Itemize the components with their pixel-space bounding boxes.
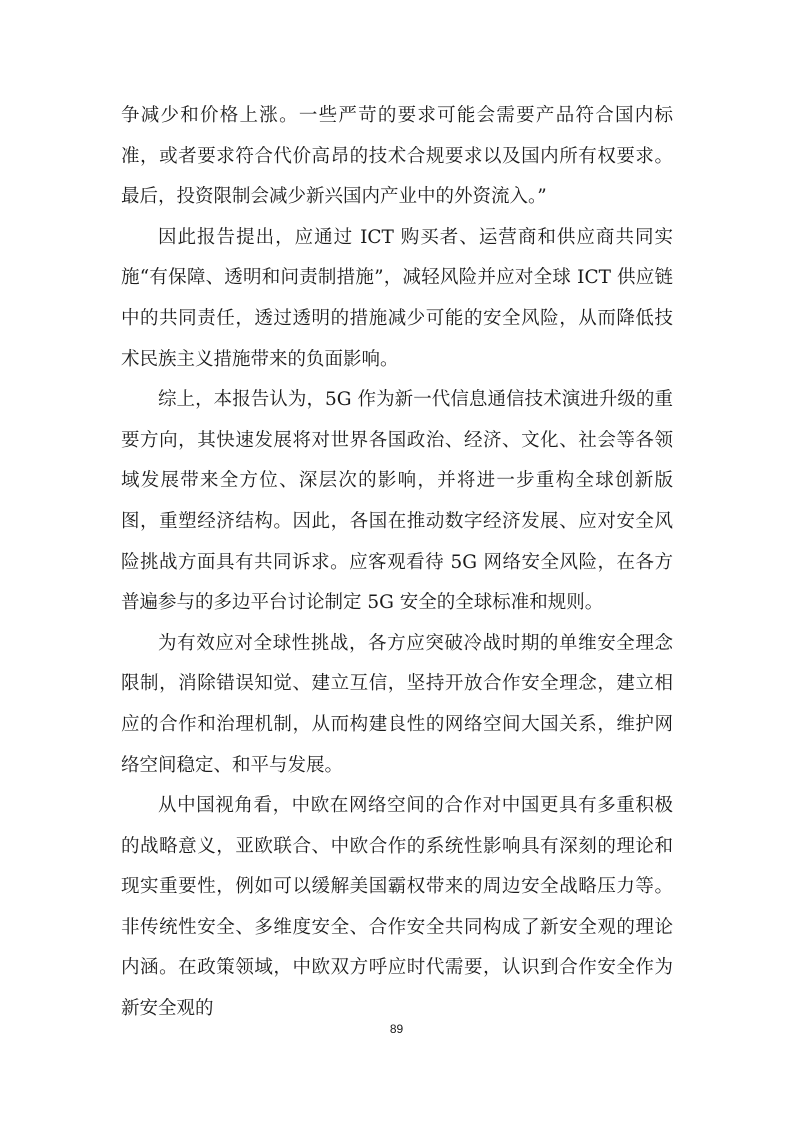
page-number: 89 [389,1022,404,1036]
paragraph-global-challenges: 为有效应对全球性挑战，各方应突破冷战时期的单维安全理念限制，消除错误知觉、建立互信，坚持开放合作安全理念，建立相应的合作和治理机制，从而构建良性的网络空间大国关系，维护网络空间稳定、和平与发展。 [121,632,673,776]
body-text [121,96,673,1030]
paragraph-report-proposal: 因此报告提出，应通过 ICT 购买者、运营商和供应商共同实施“有保障、透明和问责制措施”，减轻风险并应对全球 ICT 供应链中的共同责任，透过透明的措施减少可能的安全风险，从而降低技术民族主义措施带来的负面影响。 [121,226,673,370]
paragraph-5g-summary: 综上，本报告认为，5G 作为新一代信息通信技术演进升级的重要方向，其快速发展将对世界各国政治、经济、文化、社会等各领域发展带来全方位、深层次的影响，并将进一步重构全球创新版图，重塑经济结构。因此，各国在推动数字经济发展、应对安全风险挑战方面具有共同诉求。应客观看待 5G 网络安全风险，在各方普遍参与的多边平台讨论制定 5G 安全的全球标准和规则。 [121,389,673,614]
paragraph-china-perspective: 从中国视角看，中欧在网络空间的合作对中国更具有多重积极的战略意义，亚欧联合、中欧合作的系统性影响具有深刻的理论和现实重要性，例如可以缓解美国霸权带来的周边安全战略压力等。非传统性安全、多维度安全、合作安全共同构成了新安全观的理论内涵。在政策领域，中欧双方呼应时代需要，认识到合作安全作为新安全观的 [121,795,673,1020]
paragraph-continued: 争减少和价格上涨。一些严苛的要求可能会需要产品符合国内标准，或者要求符合代价高昂的技术合规要求以及国内所有权要求。最后，投资限制会减少新兴国内产业中的外资流入。” [121,105,673,208]
